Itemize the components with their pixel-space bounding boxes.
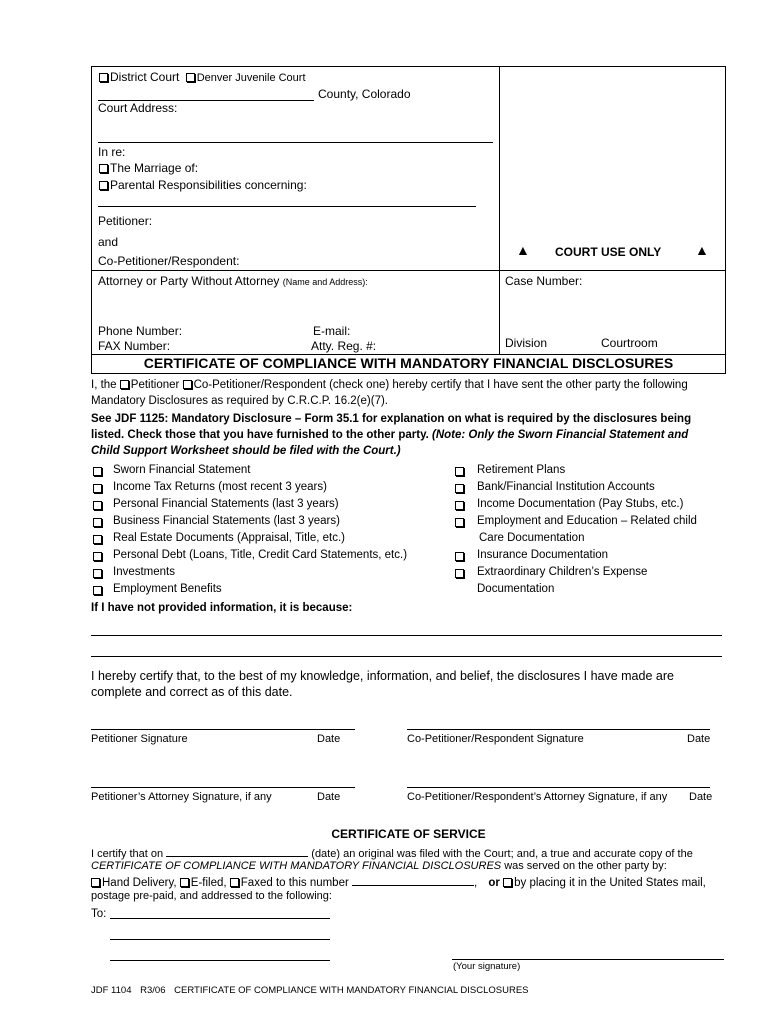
- hand-delivery-checkbox[interactable]: [91, 878, 100, 887]
- see-line-2: [91, 429, 688, 441]
- checklist-checkbox[interactable]: [455, 501, 464, 510]
- atty-reg-label: Atty. Reg. #:: [311, 339, 377, 353]
- footer-revision: R3/06: [140, 985, 166, 996]
- form-title: CERTIFICATE OF COMPLIANCE WITH MANDATORY FINANCIAL DISCLOSURES: [143, 355, 674, 371]
- footer: [91, 985, 529, 996]
- service-line1b: (date) an original was filed with the Court; and, a true and accurate copy of the: [311, 848, 693, 860]
- court-use-arrow-right: ▲: [695, 242, 709, 258]
- service-line-4: postage pre-paid, and addressed to the following:: [91, 890, 332, 902]
- checklist-item-label: Insurance Documentation: [477, 549, 609, 561]
- denver-juvenile-label: Denver Juvenile Court: [196, 72, 306, 84]
- attorney-note: (Name and Address):: [282, 277, 368, 287]
- checklist-checkbox[interactable]: [455, 552, 464, 561]
- efiled-checkbox[interactable]: [180, 878, 189, 887]
- and-label: and: [98, 235, 119, 249]
- not-provided-label: If I have not provided information, it is because:: [91, 602, 353, 614]
- checklist-checkbox[interactable]: [455, 569, 464, 578]
- hand-delivery-label: Hand Delivery,: [102, 877, 177, 889]
- petitioner-sig-date: Date: [317, 733, 341, 745]
- county-label: County, Colorado: [318, 87, 411, 101]
- faxed-checkbox[interactable]: [230, 878, 239, 887]
- checklist-item-label: Documentation: [477, 583, 555, 595]
- parental-label: Parental Responsibilities concerning:: [110, 178, 307, 192]
- checklist-checkbox[interactable]: [455, 518, 464, 527]
- checklist-checkbox[interactable]: [93, 569, 102, 578]
- petitioner-sig-line: [91, 729, 355, 730]
- cert-line-1: [91, 379, 688, 391]
- checklist-item-label: Retirement Plans: [477, 464, 566, 476]
- pet-atty-sig-date: Date: [317, 791, 341, 803]
- your-signature-label: (Your signature): [453, 961, 521, 972]
- checklist-checkbox[interactable]: [93, 535, 102, 544]
- checklist-item-label: Extraordinary Children’s Expense: [477, 566, 648, 578]
- see-line-2b: (Note: Only the Sworn Financial Statement and: [432, 429, 689, 441]
- checklist-item-label: Employment Benefits: [113, 583, 222, 595]
- court-use-arrow-left: ▲: [516, 242, 530, 258]
- service-line1a: I certify that on: [91, 848, 164, 860]
- denver-juvenile-checkbox[interactable]: [186, 73, 195, 82]
- to-line-3: [110, 960, 330, 961]
- court-type-row: [99, 70, 306, 84]
- co-pet-sig-label: Co-Petitioner/Respondent Signature: [407, 733, 584, 745]
- co-pet-sig-date: Date: [687, 733, 711, 745]
- court-address-line: [98, 142, 493, 143]
- caption-divider: [499, 66, 500, 355]
- pet-atty-sig-label: Petitioner’s Attorney Signature, if any: [91, 791, 272, 803]
- not-provided-line-2: [91, 656, 722, 657]
- certify-line-1: I hereby certify that, to the best of my knowledge, information, and belief, the disclosures I have made are: [91, 669, 674, 683]
- checklist-item-label: Personal Debt (Loans, Title, Credit Card Statements, etc.): [113, 549, 408, 561]
- marriage-checkbox[interactable]: [99, 164, 108, 173]
- email-label: E-mail:: [313, 324, 351, 338]
- cert-petitioner-checkbox[interactable]: [120, 380, 129, 389]
- checklist-item-label: Employment and Education – Related child: [477, 515, 697, 527]
- attorney-label: [98, 274, 368, 288]
- checklist-checkbox[interactable]: [455, 484, 464, 493]
- service-line-1: [91, 846, 693, 860]
- case-number-label: Case Number:: [505, 274, 583, 288]
- parental-row: [99, 178, 307, 192]
- checklist-checkbox[interactable]: [93, 518, 102, 527]
- courtroom-label: Courtroom: [601, 336, 658, 350]
- pet-atty-sig-line: [91, 787, 355, 788]
- faxed-label: Faxed to this number: [240, 877, 349, 889]
- checklist-item-label: Care Documentation: [479, 532, 585, 544]
- to-line-1: [110, 918, 330, 919]
- checklist-item-label: Income Tax Returns (most recent 3 years): [113, 481, 327, 493]
- checklist-checkbox[interactable]: [93, 484, 102, 493]
- certify-line-2: complete and correct as of this date.: [91, 685, 293, 699]
- co-petitioner-label: Co-Petitioner/Respondent:: [98, 254, 240, 268]
- see-line-1: See JDF 1125: Mandatory Disclosure – Form 35.1 for explanation on what is required by the disclosures being: [91, 413, 692, 425]
- cert-line-2: Mandatory Disclosures as required by C.R.C.P. 16.2(e)(7).: [91, 395, 388, 407]
- see-line-3: Child Support Worksheet should be filed with the Court.): [91, 445, 401, 457]
- mail-label: by placing it in the United States mail,: [514, 877, 706, 889]
- cert-i-the: I, the: [91, 379, 117, 391]
- not-provided-line-1: [91, 635, 722, 636]
- fax-number-blank[interactable]: [352, 875, 474, 886]
- court-use-only-label: COURT USE ONLY: [555, 245, 662, 259]
- checklist-checkbox[interactable]: [455, 467, 464, 476]
- checklist-checkbox[interactable]: [93, 501, 102, 510]
- district-court-label: District Court: [110, 70, 180, 84]
- service-line2a: CERTIFICATE OF COMPLIANCE WITH MANDATORY FINANCIAL DISCLOSURES: [91, 860, 502, 872]
- checklist-checkbox[interactable]: [93, 552, 102, 561]
- petitioner-sig-label: Petitioner Signature: [91, 733, 188, 745]
- mail-checkbox[interactable]: [503, 878, 512, 887]
- division-label: Division: [505, 336, 548, 350]
- caption-attorney-divider: [91, 270, 726, 271]
- caption-box: [91, 66, 726, 355]
- see-line-2a: listed. Check those that you have furnished to the other party.: [91, 429, 429, 441]
- service-date-blank[interactable]: [166, 846, 308, 857]
- co-pet-atty-sig-date: Date: [689, 791, 713, 803]
- marriage-label: The Marriage of:: [110, 161, 199, 175]
- checklist-item-label: Sworn Financial Statement: [113, 464, 251, 476]
- fax-label: FAX Number:: [98, 339, 171, 353]
- cert-petitioner-label: Petitioner: [130, 379, 180, 391]
- phone-label: Phone Number:: [98, 324, 183, 338]
- checklist-checkbox[interactable]: [93, 467, 102, 476]
- attorney-text: Attorney or Party Without Attorney: [98, 274, 280, 288]
- to-label: To:: [91, 908, 107, 920]
- checklist-item-label: Bank/Financial Institution Accounts: [477, 481, 655, 493]
- marriage-row: [99, 161, 198, 175]
- parental-checkbox[interactable]: [99, 181, 108, 190]
- footer-form-number: JDF 1104: [91, 985, 132, 996]
- service-line-3: Hand Delivery, E-filed, Faxed to this number , or by placing it in the United States mail,: [91, 875, 706, 889]
- efiled-label: E-filed,: [190, 877, 227, 889]
- cert-line1-rest: Co-Petitioner/Respondent (check one) hereby certify that I have sent the other party the following: [193, 379, 688, 391]
- district-court-checkbox[interactable]: [99, 73, 108, 82]
- co-pet-sig-line: [407, 729, 710, 730]
- footer-title: CERTIFICATE OF COMPLIANCE WITH MANDATORY FINANCIAL DISCLOSURES: [174, 985, 529, 996]
- co-pet-atty-sig-line: [407, 787, 710, 788]
- service-heading: CERTIFICATE OF SERVICE: [331, 827, 486, 841]
- checklist-item-label: Income Documentation (Pay Stubs, etc.): [477, 498, 684, 510]
- checklist-item-label: Real Estate Documents (Appraisal, Title, etc.): [113, 532, 346, 544]
- checklist-item-label: Investments: [113, 566, 175, 578]
- checklist-item-label: Personal Financial Statements (last 3 years): [113, 498, 339, 510]
- in-re-label: In re:: [98, 145, 126, 159]
- co-pet-atty-sig-label: Co-Petitioner/Respondent’s Attorney Signature, if any: [407, 791, 668, 803]
- service-line-2: [91, 860, 667, 872]
- your-signature-line: [452, 959, 724, 960]
- parties-line: [98, 206, 476, 207]
- petitioner-label: Petitioner:: [98, 214, 153, 228]
- checklist-item-label: Business Financial Statements (last 3 years): [113, 515, 340, 527]
- checklist-checkbox[interactable]: [93, 586, 102, 595]
- or-label: or: [488, 877, 500, 889]
- service-line2b: was served on the other party by:: [504, 860, 667, 872]
- to-line-2: [110, 939, 330, 940]
- court-address-label: Court Address:: [98, 101, 178, 115]
- cert-co-petitioner-checkbox[interactable]: [183, 380, 192, 389]
